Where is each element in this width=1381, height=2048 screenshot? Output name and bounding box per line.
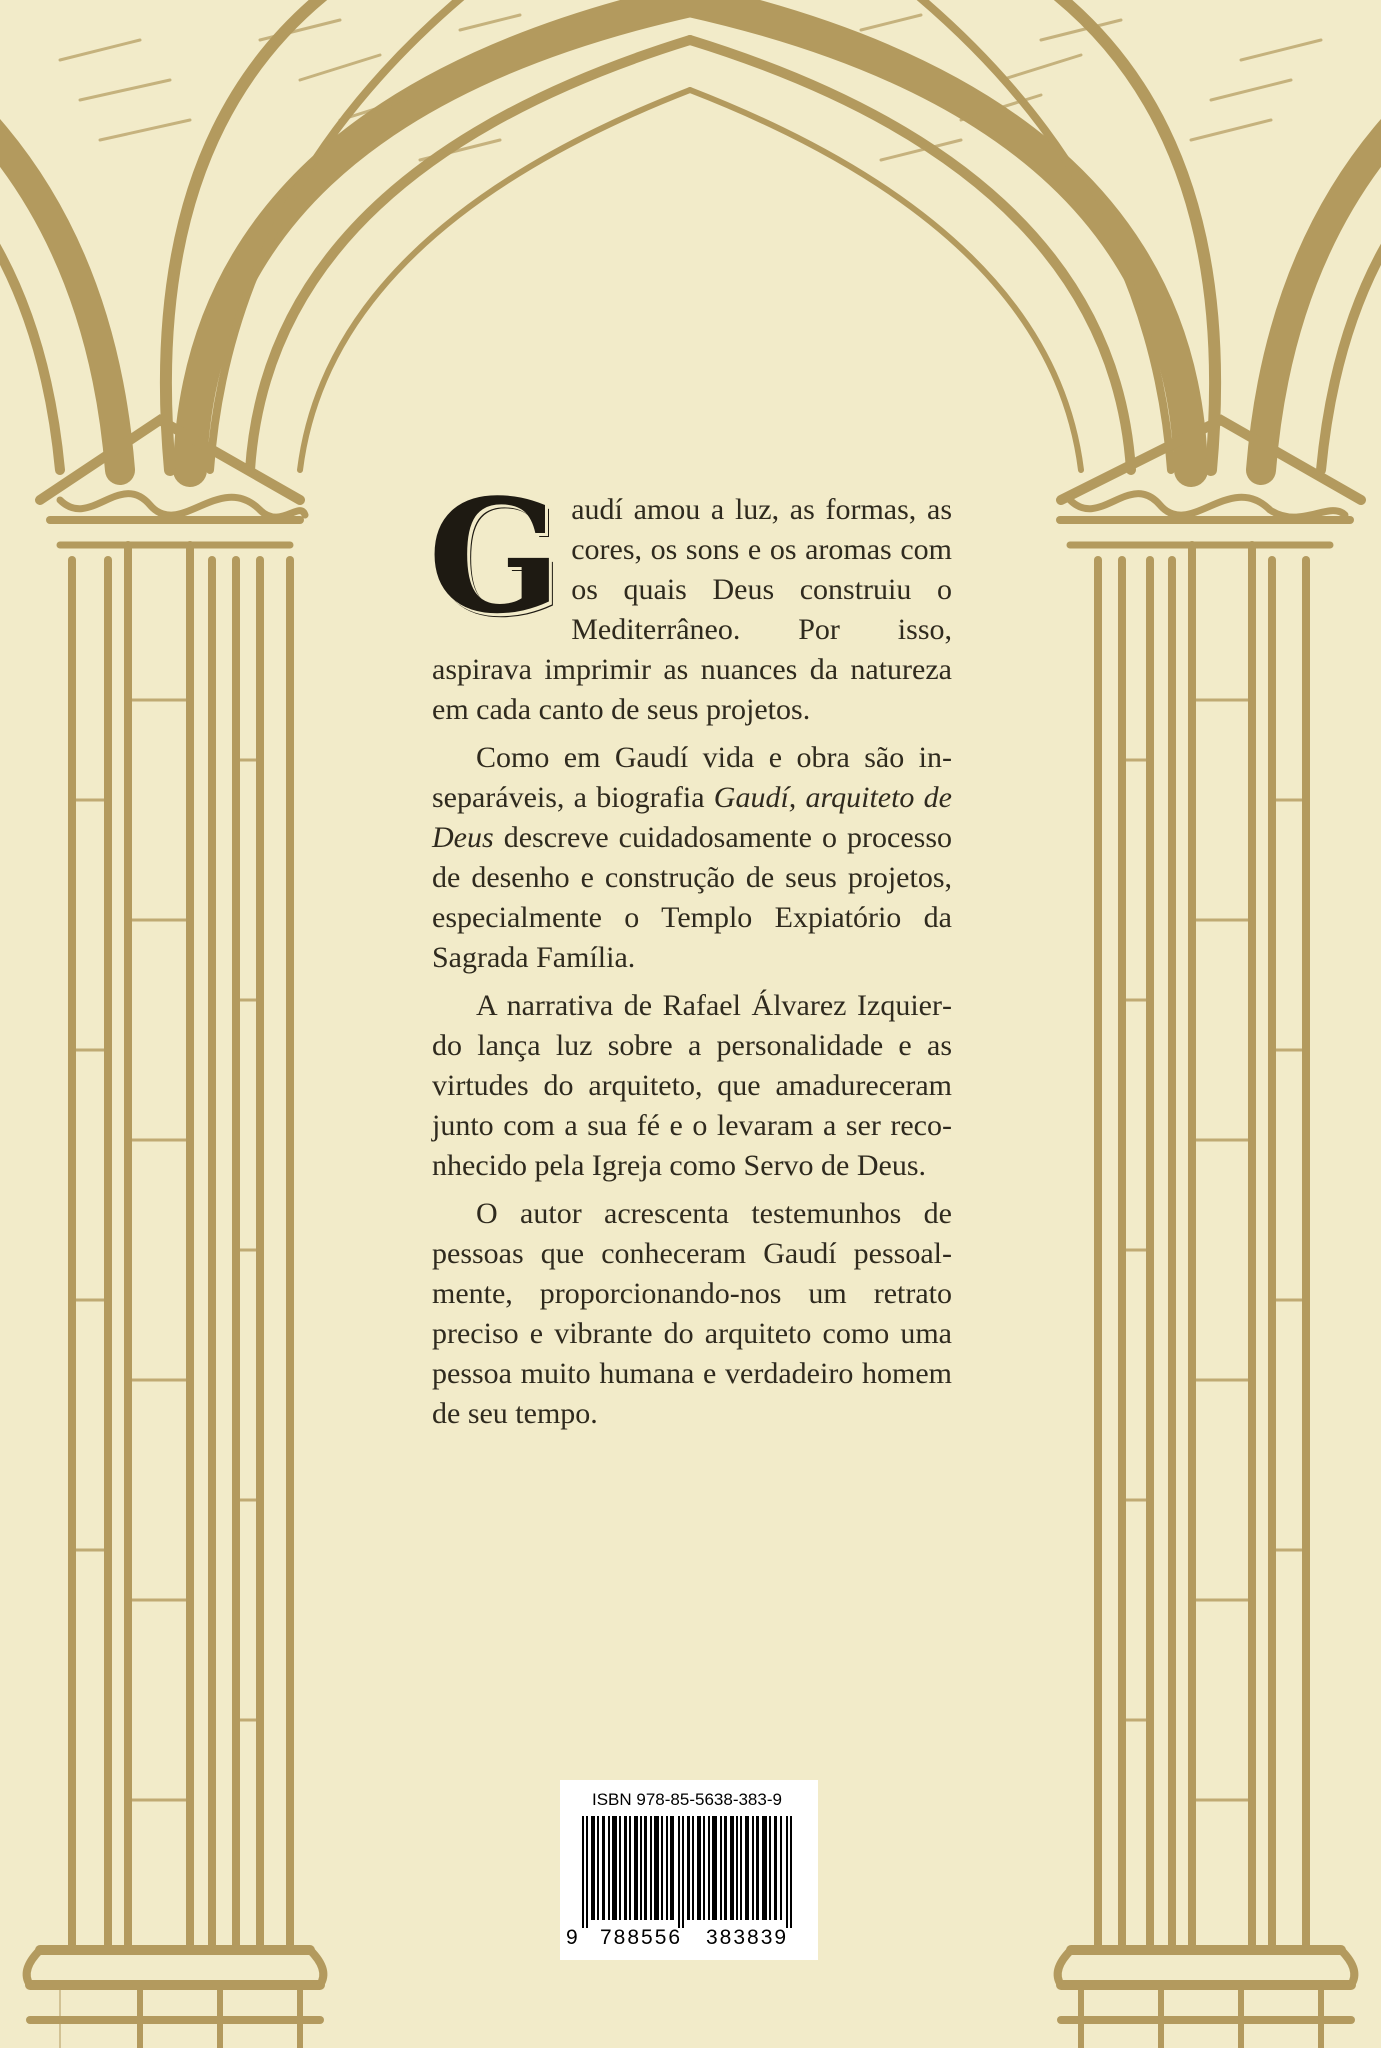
blurb-paragraph-3: A narrativa de Rafael Álvarez Izquierdo lança luz sobre a personalidade e as virtudes do arquiteto, que amadureceram junto com a sua fé e o levaram a ser reconhecido pela Igreja como Servo de Deus. (432, 989, 952, 1182)
barcode-right-digits: 383839 (706, 1926, 789, 1949)
blurb-paragraph-4: O autor acrescenta testemunhos de pessoas que conheceram Gaudí pessoalmente, proporcionando-nos um retrato preciso e vibrante do arquiteto como uma pessoa muito humana e verdadeiro homem de seu tempo. (432, 1197, 952, 1430)
barcode-lead-digit: 9 (566, 1926, 578, 1949)
isbn-barcode-box (560, 1780, 818, 1960)
barcode-left-digits: 788556 (600, 1926, 683, 1949)
drop-cap: G (428, 465, 562, 648)
isbn-barcode (582, 1816, 796, 1928)
blurb-paragraph-1 (428, 465, 952, 730)
isbn-label: ISBN 978-85-5638-383-9 (592, 1790, 782, 1809)
book-title-italic: Gaudí, arquiteto de Deus (432, 781, 952, 854)
back-cover-blurb (428, 465, 952, 1442)
blurb-paragraph-2 (432, 738, 952, 978)
blurb-paragraph-2-after: descreve cuidadosamente o processo de desenho e construção de seus projetos, especialmente o Templo Expiatório da Sagrada Família. (432, 821, 952, 974)
blurb-paragraph-2-before: Como em Gaudí vida e obra são inseparáveis, a biografia (432, 741, 952, 814)
blurb-paragraph-1-text: audí amou a luz, as formas, as cores, os sons e os aromas com os quais Deus construiu o Mediterrâneo. Por isso, aspirava imprimir as nuances da natureza em cada canto de seus projetos. (432, 493, 952, 726)
